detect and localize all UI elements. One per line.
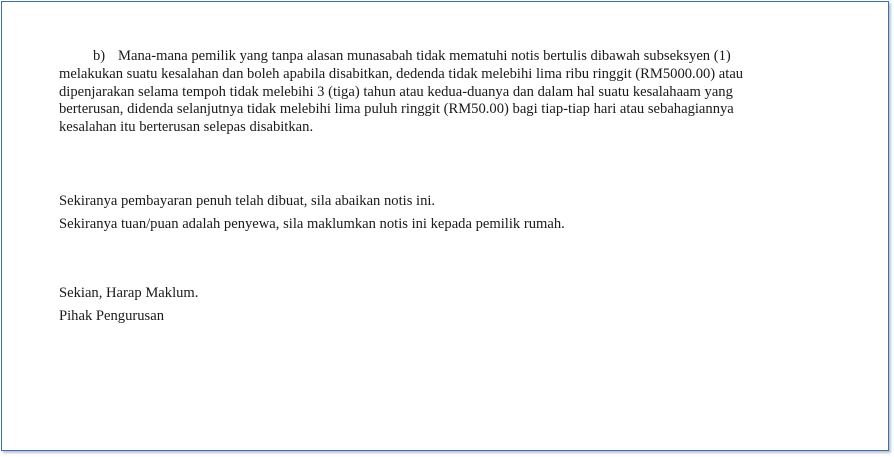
clause-line-1 — [59, 48, 839, 66]
payment-note: Sekiranya pembayaran penuh telah dibuat, sila abaikan notis ini. — [59, 193, 436, 209]
clause-b — [59, 48, 839, 137]
notes-section — [59, 190, 839, 236]
clause-line-1-text: Mana-mana pemilik yang tanpa alasan munasabah tidak mematuhi notis bertulis dibawah subseksyen (1) — [118, 48, 731, 64]
closing-section — [59, 282, 839, 328]
clause-line-3: dipenjarakan selama tempoh tidak melebihi 3 (tiga) tahun atau kedua-duanya dan dalam hal suatu kesalahaam yang — [59, 83, 733, 100]
closing-signatory: Pihak Pengurusan — [59, 308, 164, 324]
clause-line-4: berterusan, didenda selanjutnya tidak melebihi lima puluh ringgit (RM50.00) bagi tiap-tiap hari atau sebahagiannya — [59, 101, 734, 118]
tenant-note: Sekiranya tuan/puan adalah penyewa, sila maklumkan notis ini kepada pemilik rumah. — [59, 216, 565, 232]
closing-greeting: Sekian, Harap Maklum. — [59, 285, 199, 301]
clause-line-5: kesalahan itu berterusan selepas disabitkan. — [59, 119, 314, 136]
clause-marker: b) — [93, 48, 106, 64]
clause-line-2: melakukan suatu kesalahan dan boleh apabila disabitkan, dedenda tidak melebihi lima ribu ringgit (RM5000.00) atau — [59, 65, 744, 82]
